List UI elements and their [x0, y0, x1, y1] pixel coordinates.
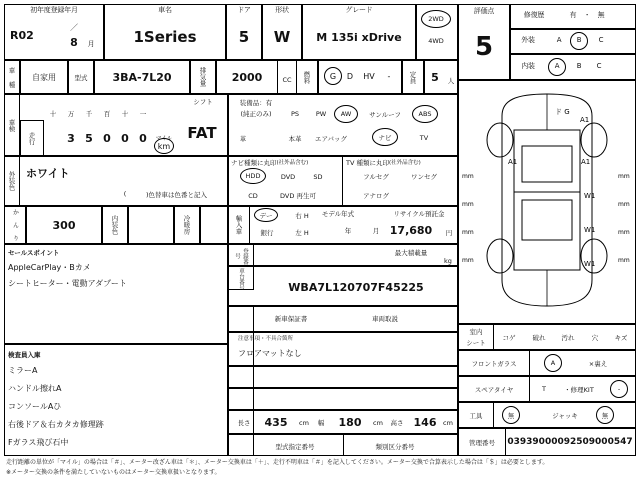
- row2-disp-value: 2000: [231, 70, 263, 84]
- inspect-line-4: Fガラス飛び石中: [8, 437, 69, 447]
- header-car-name-value: [104, 20, 226, 54]
- inner-color-label: [102, 206, 128, 244]
- color-label: [4, 156, 20, 206]
- row2-vertical-label: [4, 60, 20, 94]
- condition-frontglass-opt-b[interactable]: ×裏え: [588, 359, 608, 368]
- blank-row-1: [228, 366, 458, 388]
- meter-axis-text: 車検: [7, 118, 16, 132]
- svg-text:mm: mm: [618, 229, 630, 236]
- meter-digit-0: 3: [67, 131, 75, 145]
- notes-label-text: 注意事項・不具合箇所: [238, 336, 294, 342]
- reg-no-label: [228, 246, 254, 266]
- tv-label-text: TV 種類に丸印: [346, 158, 389, 167]
- equip-title: [232, 96, 280, 108]
- drive-2wd-option[interactable]: 2WD: [421, 10, 451, 28]
- svg-text:W1: W1: [584, 192, 596, 200]
- svg-text:W1: W1: [584, 226, 596, 234]
- equip-opt-sunroof[interactable]: サンルーフ: [369, 110, 401, 119]
- meter-col-1: 万: [67, 109, 75, 118]
- condition-jack-label: ジャッキ: [552, 411, 578, 420]
- size-len-unit: cm: [299, 419, 309, 427]
- grade-text: M 135i xDrive: [316, 30, 402, 44]
- condition-spare-label: スペアタイヤ: [474, 385, 514, 394]
- equip-opt-tv[interactable]: TV: [419, 134, 429, 142]
- body-no-value-text: WBA7L120707F45225: [288, 280, 424, 294]
- color-label-text: 外装色: [7, 171, 16, 191]
- kanri-label: [4, 206, 26, 244]
- eval-history-opt-2[interactable]: 無: [597, 11, 605, 20]
- header-reg-year-value: [10, 22, 60, 48]
- svg-text:A1: A1: [580, 116, 590, 124]
- meter-col-3: 百: [103, 109, 111, 118]
- tv-opt-fullseg[interactable]: フルセグ: [363, 173, 389, 181]
- row2-fuel-opt-g[interactable]: G: [324, 67, 342, 85]
- svg-text:mm: mm: [618, 201, 630, 208]
- condition-spare-opt-kit[interactable]: ・修理KIT: [564, 385, 594, 394]
- blank-row-2: [228, 388, 458, 410]
- meter-mileage-label-text: 走行: [27, 131, 36, 145]
- equip-opt-navi[interactable]: ナビ: [372, 128, 398, 146]
- row2-capacity-label-text: 定員: [408, 70, 417, 84]
- recycle-value-text: 17,680: [389, 223, 433, 237]
- size-hgt-value: 146: [413, 415, 437, 429]
- meter-col-4: 十: [121, 109, 129, 118]
- size-hgt-label: 高さ: [390, 418, 404, 427]
- nav-label: [231, 157, 343, 167]
- shape-text: W: [273, 28, 291, 46]
- svg-text:mm: mm: [618, 257, 630, 264]
- equip-opt-airbag[interactable]: エアバッグ: [315, 134, 347, 143]
- condition-tools-label: 工具: [469, 411, 483, 420]
- equip-title-note: (純正のみ): [240, 109, 272, 118]
- tv-opt-analog[interactable]: アナログ: [363, 192, 389, 200]
- meter-col-2: 千: [85, 109, 93, 118]
- nav-opt-dvd[interactable]: DVD: [280, 172, 296, 181]
- row2-model-label: 型式: [74, 73, 88, 82]
- equip-opt-leather[interactable]: 革: [239, 134, 247, 143]
- equip-opt-aw[interactable]: AW: [334, 105, 358, 123]
- recycle-value: [380, 222, 442, 238]
- color-note-left: (: [123, 190, 127, 198]
- equip-opt-pw[interactable]: PW: [315, 110, 327, 118]
- svg-text:mm: mm: [462, 257, 474, 264]
- inspect-line-1: ハンドル擦れA: [8, 383, 62, 393]
- eval-exterior-opt-a[interactable]: A: [556, 36, 562, 45]
- eval-interior-opt-a[interactable]: A: [548, 58, 566, 76]
- size-len-value: 435: [264, 415, 288, 429]
- condition-mgmt-value-text: 03939000092509000547: [507, 437, 633, 447]
- sales-title: [8, 246, 128, 258]
- size-hgt-unit: cm: [443, 419, 453, 427]
- shift-value: [176, 112, 228, 154]
- cool-label: [174, 206, 200, 244]
- inspect-title: [8, 348, 128, 360]
- tv-note-text: (社外品含む): [388, 160, 421, 166]
- handle-bank: 銀行: [260, 228, 274, 237]
- condition-col-1: 破れ: [532, 333, 546, 342]
- color-note-right: )色替車は色番と記入: [146, 190, 208, 199]
- equip-opt-abs[interactable]: ABS: [412, 105, 438, 123]
- row2-capacity-label: [402, 60, 424, 94]
- eval-exterior-label: 外装: [521, 36, 535, 45]
- reg-month-text: 8: [70, 35, 78, 49]
- header-car-name-label: 車名: [158, 6, 172, 15]
- svg-text:mm: mm: [462, 201, 474, 208]
- size-wid-value: 180: [338, 415, 362, 429]
- footer-line-2: ※メーター交換の条件を満たしていないものはメーター交換車扱いとなります。: [6, 469, 221, 476]
- vehicle-diagram: [458, 80, 636, 324]
- inner-color-value-cell: [128, 206, 174, 244]
- row2-disp-label-text: 排気量: [198, 67, 207, 87]
- body-no-label-text: 車台番号: [238, 268, 244, 290]
- maxload-label: 最大積載量: [394, 248, 428, 257]
- condition-mgmt-value: [506, 434, 634, 450]
- condition-seat-label: シート: [466, 339, 486, 347]
- eval-history-opt-1: ・: [583, 11, 591, 20]
- header-shape-label: 形状: [275, 6, 289, 15]
- model-year-label: モデル年式: [321, 209, 355, 218]
- condition-mgmt-label: 管理番号: [469, 438, 495, 447]
- shift-label: シフト: [193, 97, 213, 106]
- class-division-label: 類別区分番号: [375, 442, 415, 451]
- eval-interior-opt-b[interactable]: B: [576, 62, 582, 71]
- meter-col-5: 一: [139, 109, 147, 118]
- kanri-label-text: か ん り: [11, 209, 19, 241]
- svg-text:mm: mm: [462, 173, 474, 180]
- eval-exterior-opt-b[interactable]: B: [570, 32, 588, 50]
- color-value: [26, 162, 146, 184]
- eval-interior-label: 内装: [521, 62, 535, 71]
- tv-label: [346, 157, 458, 167]
- sales-line-1: シートヒーター・電動アダプート: [8, 278, 127, 288]
- row2-capacity-unit: 人: [447, 76, 455, 85]
- condition-spare-opt-t[interactable]: T: [542, 385, 546, 393]
- car-name-text: 1Series: [133, 28, 197, 46]
- reg-month-unit: 月: [87, 40, 95, 49]
- handle-left[interactable]: 左 H: [295, 228, 309, 237]
- equip-opt-realleather[interactable]: 本革: [288, 134, 302, 143]
- size-len-label: 長さ: [237, 418, 251, 427]
- doors-text: 5: [238, 28, 250, 46]
- eval-exterior-opt-c[interactable]: C: [598, 36, 604, 45]
- notes-value: フロアマットなし: [238, 348, 302, 358]
- cool-value-cell: [200, 206, 228, 244]
- inspect-title-text: 検査員入庫: [8, 350, 41, 359]
- sales-block: [4, 244, 228, 344]
- handle-type-option[interactable]: デー: [254, 208, 278, 222]
- row2-fuel-label: [296, 60, 318, 94]
- recycle-label: リサイクル預託金: [393, 209, 445, 218]
- meter-mileage-label: [20, 120, 44, 156]
- reg-month-sep: ／: [70, 22, 78, 32]
- svg-text:A1: A1: [581, 158, 591, 166]
- equip-opt-ps[interactable]: PS: [290, 110, 300, 118]
- handle-right[interactable]: 右 H: [295, 211, 309, 220]
- header-shape-value: [262, 20, 302, 54]
- condition-jack-value[interactable]: 無: [596, 406, 614, 424]
- condition-frontglass-opt-a[interactable]: A: [544, 354, 562, 372]
- nav-opt-cd[interactable]: CD: [248, 191, 258, 200]
- condition-frontglass-label: フロントガラス: [471, 359, 517, 368]
- type-class-divider: [343, 434, 344, 456]
- nav-opt-sd[interactable]: SD: [313, 172, 323, 181]
- svg-text:mm: mm: [618, 173, 630, 180]
- maxload-unit: kg: [444, 257, 452, 265]
- eval-score-label: 評価点: [473, 7, 495, 16]
- reg-year-text: R02: [10, 28, 34, 42]
- footer-line-1: 走行距離の単位が「マイル」の場合は「＃」、メーター改ざん車は「＊」、メーター交換車は「＋」、走行不明車は「＃」を記入してください。メーター交換で合算表示した場合は「＄」は必要とします。: [6, 459, 549, 466]
- shift-value-text: FAT: [187, 124, 217, 142]
- drive-4wd-option[interactable]: 4WD: [428, 37, 444, 45]
- kanri-value: 300: [52, 218, 76, 232]
- body-no-value: [256, 276, 456, 298]
- svg-text:A1: A1: [508, 158, 518, 166]
- condition-col-4: キズ: [614, 333, 628, 342]
- condition-room-label: 室内: [469, 328, 483, 336]
- header-reg-month-value: [60, 20, 100, 54]
- header-grade-value: [302, 20, 416, 54]
- size-wid-unit: cm: [373, 419, 383, 427]
- eval-history-opt-0[interactable]: 有: [569, 11, 577, 20]
- eval-history-label: 修復歴: [523, 11, 545, 20]
- cool-label-text: 冷暖房: [182, 215, 191, 235]
- sales-line-0: AppleCarPlay・Bカメ: [8, 262, 91, 272]
- condition-spare-opt-none[interactable]: -: [610, 380, 628, 398]
- row2-fuel-opt-d[interactable]: D: [346, 71, 354, 81]
- meter-axis-label: [4, 94, 20, 156]
- nav-opt-dvd-play[interactable]: DVD 再生可: [280, 192, 316, 200]
- docs-insurance[interactable]: 新車保証書: [274, 314, 308, 323]
- condition-col-2: 汚れ: [561, 333, 575, 342]
- row2-fuel-opt-hv[interactable]: HV: [363, 71, 375, 81]
- sales-title-text: セールスポイント: [8, 248, 60, 257]
- meter-digit-2: 0: [103, 131, 111, 145]
- svg-text:W1: W1: [584, 260, 596, 268]
- row2-vertical-text: 車 種: [7, 66, 16, 88]
- row2-fuel-opt-other[interactable]: -: [387, 71, 391, 81]
- nav-opt-hdd[interactable]: HDD: [240, 168, 266, 184]
- header-grade-label: グレード: [345, 6, 373, 15]
- header-doors-value: [226, 20, 262, 54]
- recycle-unit: 円: [445, 228, 453, 237]
- model-month-unit: 月: [372, 226, 380, 235]
- nav-label-text: ナビ種類に丸印: [231, 158, 277, 167]
- row2-model-value: 3BA-7L20: [112, 70, 172, 84]
- docs-torihiki[interactable]: 車両取説: [372, 314, 398, 323]
- model-year-unit: 年: [344, 226, 352, 235]
- handle-label-text: 輸入車: [234, 215, 243, 235]
- meter-digit-3: 0: [121, 131, 129, 145]
- equip-title-text: 装備品：: [239, 98, 266, 107]
- equip-title2-text: 有: [265, 98, 273, 107]
- row2-disp-label: [190, 60, 216, 94]
- size-wid-label: 幅: [317, 418, 325, 427]
- eval-score-value: [458, 22, 510, 72]
- color-value-text: ホワイト: [26, 167, 70, 180]
- inspect-line-3: 右後ドア＆右カタカ修理跡: [8, 419, 104, 429]
- condition-col-3: 穴: [591, 333, 599, 342]
- meter-unit-mark: マイル: [155, 136, 173, 142]
- row2-fuel-label-text: 燃料: [302, 70, 311, 84]
- meter-unit-km[interactable]: km: [154, 138, 174, 154]
- inspect-line-0: ミラーA: [8, 365, 38, 375]
- svg-text:mm: mm: [462, 229, 474, 236]
- row2-owner-value: 自家用: [32, 72, 56, 82]
- header-reg-date-label: 初年度登録年月: [30, 6, 78, 15]
- eval-score-text: 5: [474, 32, 494, 62]
- handle-label: [228, 206, 250, 244]
- meter-col-0: 十: [49, 109, 57, 118]
- condition-col-0: コゲ: [502, 333, 516, 342]
- notes-label: [238, 333, 358, 343]
- svg-text:ド G: ド G: [555, 108, 570, 116]
- nav-note-text: (社外品含む): [276, 160, 309, 166]
- header-doors-label: ドア: [237, 6, 251, 15]
- condition-tools-value[interactable]: 無: [502, 406, 520, 424]
- inner-color-label-text: 内装色: [110, 215, 119, 235]
- row2-capacity-value: 5: [431, 70, 439, 84]
- inspect-line-2: コンソールAひ: [8, 401, 62, 411]
- reg-no-label-text: 登録番号: [234, 247, 248, 265]
- meter-digit-4: 0: [139, 131, 147, 145]
- tv-opt-oneseg[interactable]: ワンセグ: [411, 173, 437, 181]
- eval-interior-opt-c[interactable]: C: [596, 62, 602, 71]
- meter-digit-1: 5: [85, 131, 93, 145]
- type-designation-label: 型式指定番号: [275, 442, 315, 451]
- row2-disp-unit: CC: [282, 76, 292, 84]
